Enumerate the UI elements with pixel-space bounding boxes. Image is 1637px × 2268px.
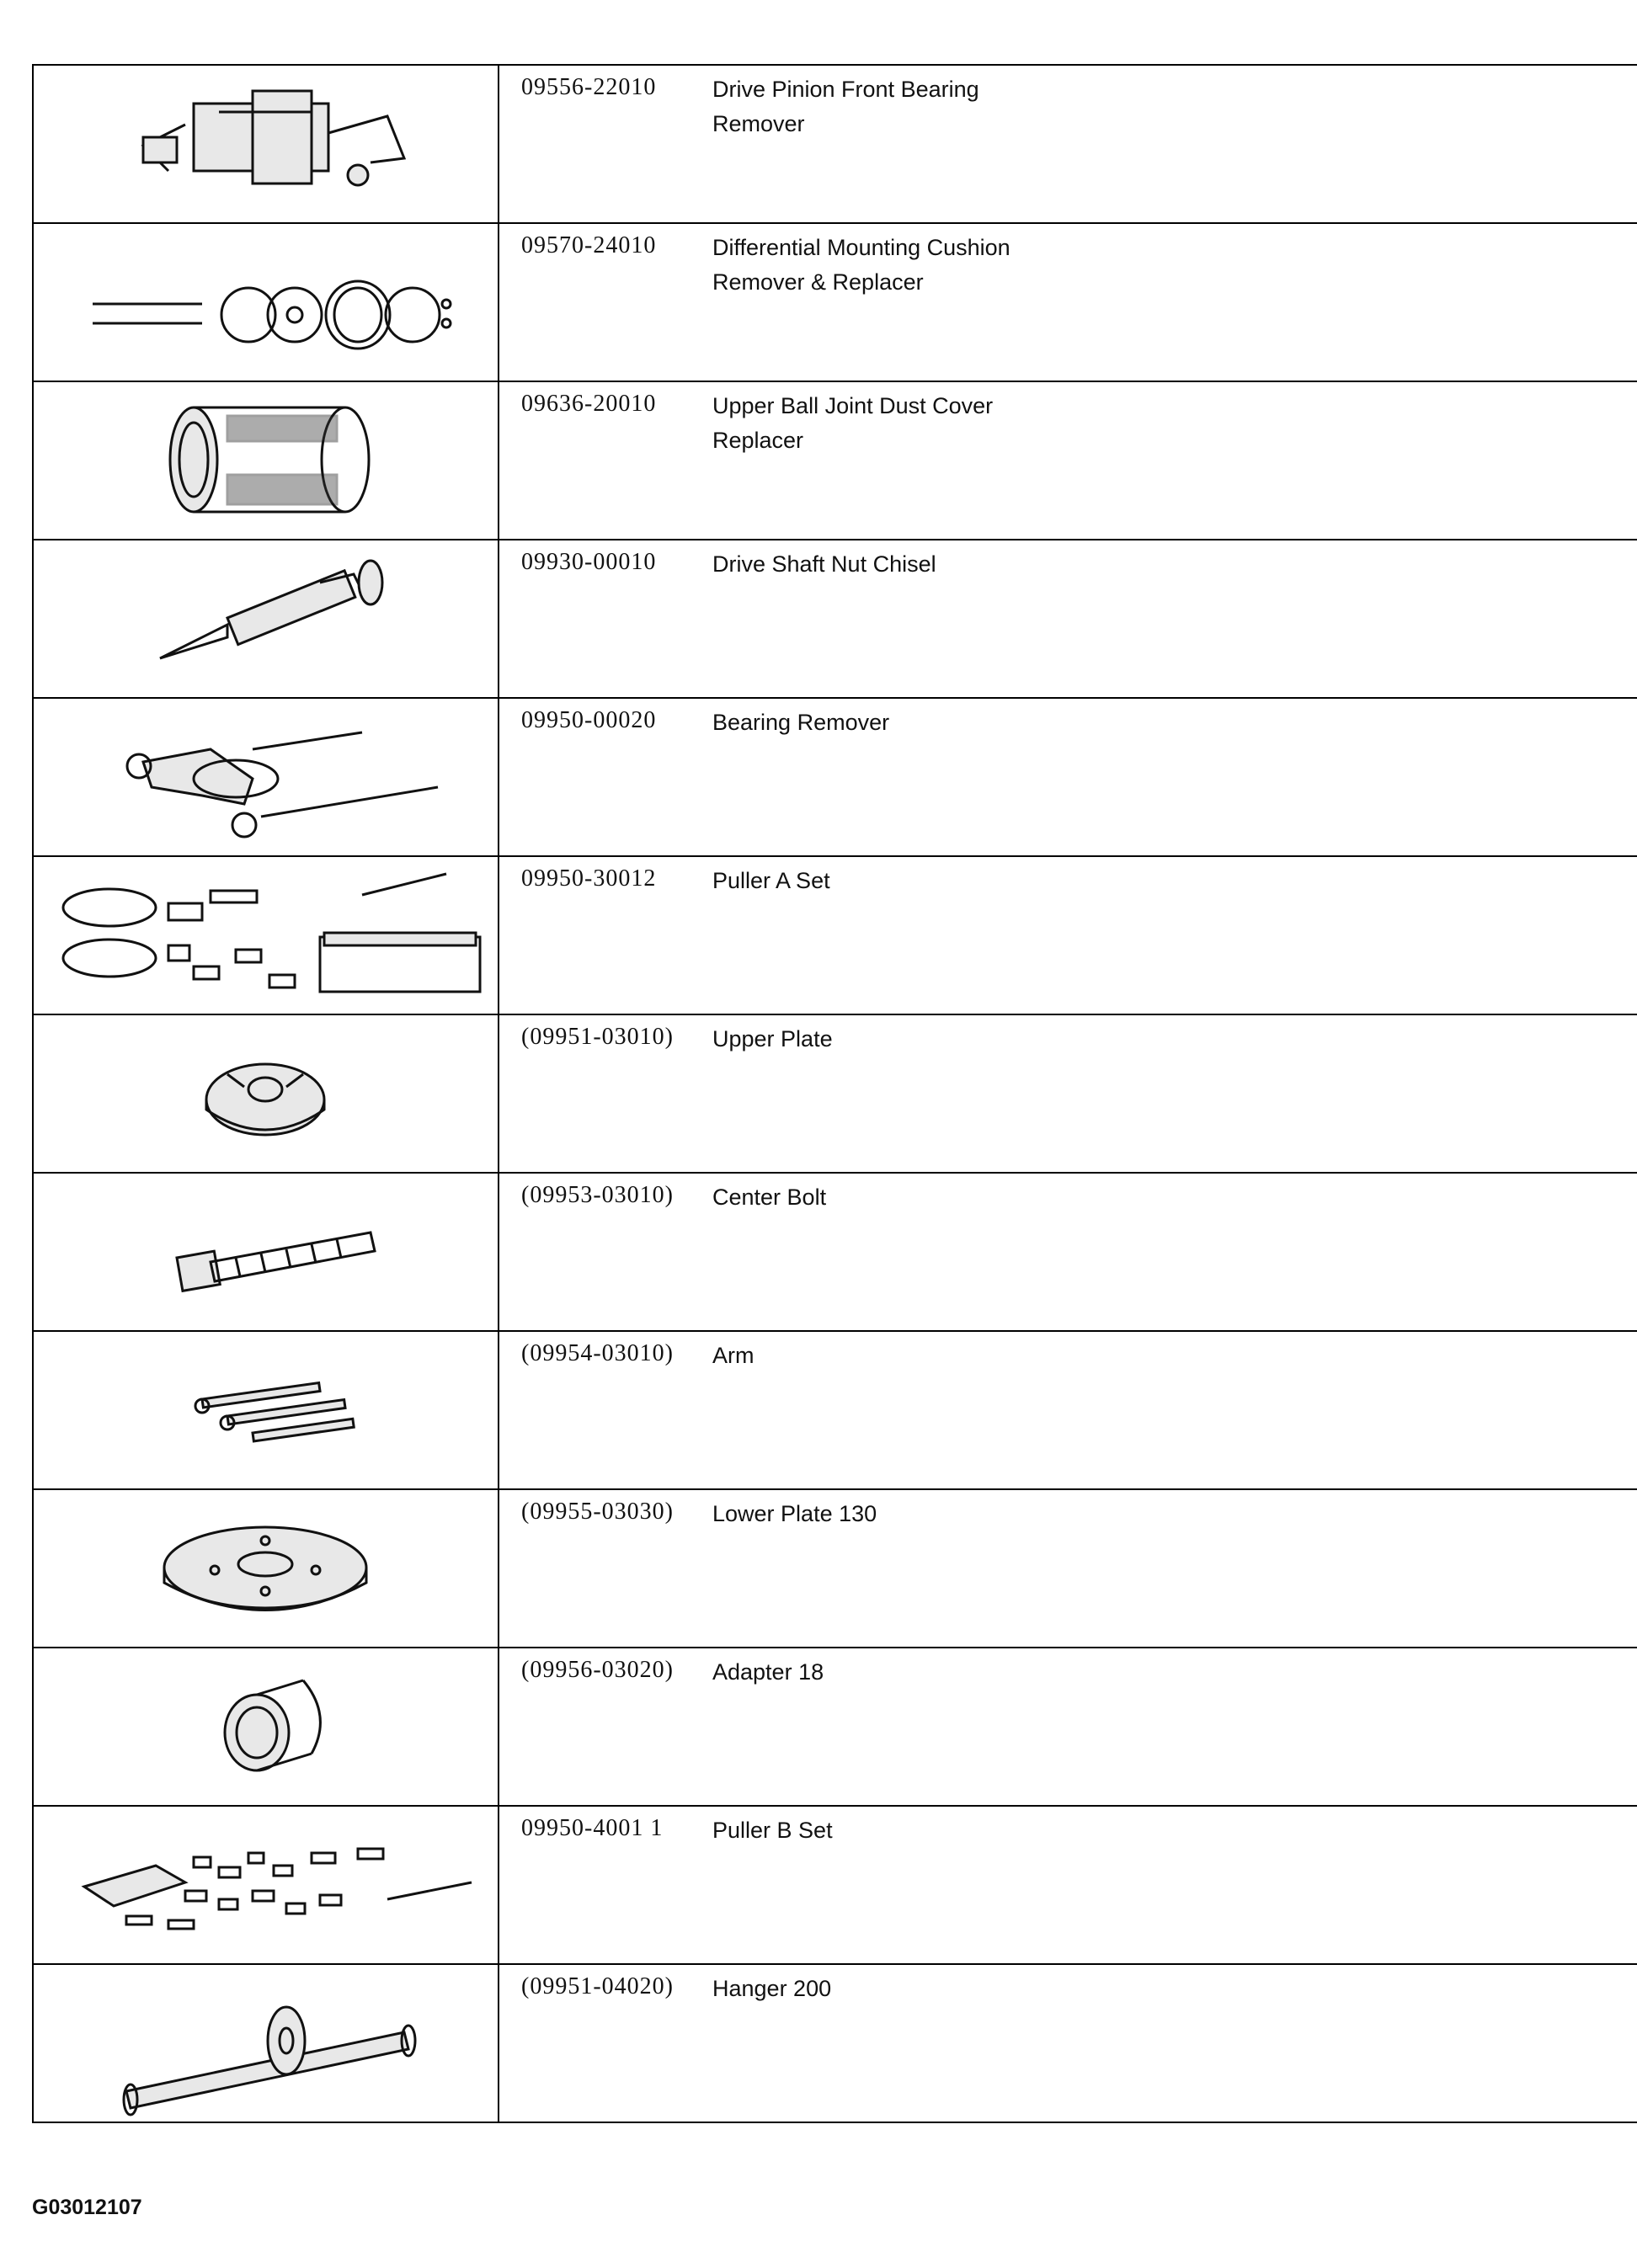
tool-name-line: Replacer bbox=[712, 428, 804, 453]
figure-code: G03012107 bbox=[32, 2196, 142, 2219]
tool-info-cell bbox=[499, 1014, 1637, 1173]
tool-illustration-cell bbox=[33, 381, 499, 540]
part-number: (09956-03020) bbox=[521, 1657, 674, 1683]
tool-name bbox=[712, 231, 1032, 300]
tool-name bbox=[712, 1813, 1032, 1848]
puller-set-a-icon bbox=[34, 857, 498, 1012]
tool-name bbox=[712, 72, 1032, 141]
tool-name-line: Lower Plate 130 bbox=[712, 1501, 877, 1526]
tool-illustration-cell bbox=[33, 698, 499, 856]
tool-info-cell bbox=[499, 65, 1637, 223]
tool-illustration-cell bbox=[33, 540, 499, 698]
tool-name-line: Puller A Set bbox=[712, 868, 830, 893]
table-row bbox=[33, 65, 1637, 223]
tool-name-line: Hanger 200 bbox=[712, 1976, 832, 2001]
table-row bbox=[33, 856, 1637, 1014]
tool-info-cell bbox=[499, 1806, 1637, 1964]
tool-name bbox=[712, 1180, 1032, 1215]
hanger-icon bbox=[34, 1965, 498, 2120]
part-number: 09570-24010 bbox=[521, 232, 657, 258]
arm-icon bbox=[34, 1332, 498, 1487]
tool-name bbox=[712, 1022, 1032, 1057]
table-row bbox=[33, 1014, 1637, 1173]
tool-name-line: Bearing Remover bbox=[712, 710, 890, 735]
tool-name-line: Arm bbox=[712, 1343, 755, 1368]
part-number: 09930-00010 bbox=[521, 549, 657, 575]
table-row bbox=[33, 381, 1637, 540]
tool-info-cell bbox=[499, 381, 1637, 540]
part-number: 09636-20010 bbox=[521, 391, 657, 417]
tool-illustration-cell bbox=[33, 856, 499, 1014]
adapter-icon bbox=[34, 1648, 498, 1803]
tool-illustration-cell bbox=[33, 1331, 499, 1489]
center-bolt-icon bbox=[34, 1174, 498, 1328]
upper-plate-icon bbox=[34, 1015, 498, 1170]
tool-name bbox=[712, 1497, 1032, 1531]
tool-info-cell bbox=[499, 223, 1637, 381]
tool-name bbox=[712, 864, 1032, 898]
sst-table bbox=[32, 64, 1637, 2123]
table-row bbox=[33, 223, 1637, 381]
tool-name-line: Remover bbox=[712, 111, 805, 136]
tool-info-cell bbox=[499, 698, 1637, 856]
tool-name bbox=[712, 1972, 1032, 2006]
tool-name-line: Differential Mounting Cushion bbox=[712, 235, 1010, 260]
tool-name bbox=[712, 705, 1032, 740]
table-row bbox=[33, 540, 1637, 698]
table-row bbox=[33, 1331, 1637, 1489]
tool-name-line: Adapter 18 bbox=[712, 1659, 824, 1685]
tool-illustration-cell bbox=[33, 1014, 499, 1173]
table-row bbox=[33, 1173, 1637, 1331]
tool-name-line: Center Bolt bbox=[712, 1185, 827, 1210]
tool-name bbox=[712, 547, 1032, 582]
tool-name-line: Upper Ball Joint Dust Cover bbox=[712, 393, 994, 418]
tool-illustration-cell bbox=[33, 1648, 499, 1806]
part-number: 09950-30012 bbox=[521, 865, 657, 892]
table-row bbox=[33, 1489, 1637, 1648]
bearing-remover-icon bbox=[34, 66, 498, 221]
tool-name bbox=[712, 389, 1032, 458]
tool-name bbox=[712, 1339, 1032, 1373]
tool-illustration-cell bbox=[33, 1964, 499, 2122]
table-row bbox=[33, 1648, 1637, 1806]
part-number: 09950-00020 bbox=[521, 707, 657, 733]
tool-illustration-cell bbox=[33, 1489, 499, 1648]
dust-cover-replacer-icon bbox=[34, 382, 498, 537]
tool-name-line: Drive Pinion Front Bearing bbox=[712, 77, 979, 102]
part-number: (09953-03010) bbox=[521, 1182, 674, 1208]
tool-info-cell bbox=[499, 540, 1637, 698]
tool-illustration-cell bbox=[33, 1806, 499, 1964]
part-number: (09951-03010) bbox=[521, 1024, 674, 1050]
part-number: 09556-22010 bbox=[521, 74, 657, 100]
part-number: (09955-03030) bbox=[521, 1499, 674, 1525]
part-number: 09950-4001 1 bbox=[521, 1815, 664, 1841]
part-number: (09951-04020) bbox=[521, 1973, 674, 1999]
table-row bbox=[33, 1806, 1637, 1964]
tool-illustration-cell bbox=[33, 223, 499, 381]
tool-illustration-cell bbox=[33, 65, 499, 223]
tool-info-cell bbox=[499, 856, 1637, 1014]
tool-name-line: Remover & Replacer bbox=[712, 269, 924, 295]
chisel-icon bbox=[34, 540, 498, 695]
puller-set-b-icon bbox=[34, 1807, 498, 1962]
tool-name-line: Puller B Set bbox=[712, 1818, 833, 1843]
cushion-remover-set-icon bbox=[34, 224, 498, 379]
tool-name bbox=[712, 1655, 1032, 1690]
tool-info-cell bbox=[499, 1648, 1637, 1806]
split-bearing-remover-icon bbox=[34, 699, 498, 854]
tool-info-cell bbox=[499, 1173, 1637, 1331]
tool-info-cell bbox=[499, 1964, 1637, 2122]
tool-illustration-cell bbox=[33, 1173, 499, 1331]
lower-plate-icon bbox=[34, 1490, 498, 1645]
tool-info-cell bbox=[499, 1489, 1637, 1648]
part-number: (09954-03010) bbox=[521, 1340, 674, 1366]
table-row bbox=[33, 698, 1637, 856]
tool-name-line: Upper Plate bbox=[712, 1026, 833, 1051]
tool-info-cell bbox=[499, 1331, 1637, 1489]
tool-name-line: Drive Shaft Nut Chisel bbox=[712, 551, 936, 577]
table-row bbox=[33, 1964, 1637, 2122]
